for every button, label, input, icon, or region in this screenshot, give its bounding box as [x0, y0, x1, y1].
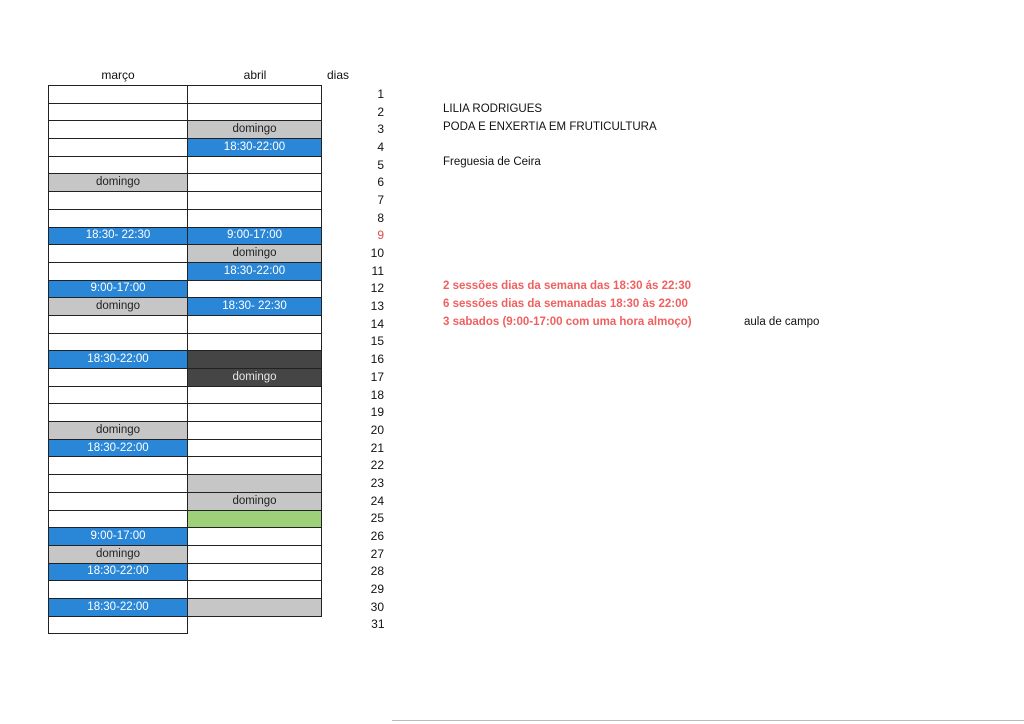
schedule-row — [49, 439, 385, 457]
marco-cell — [49, 581, 188, 599]
abril-cell — [188, 598, 322, 616]
marco-cell — [49, 475, 188, 493]
day-number: 21 — [370, 440, 384, 455]
day-number: 19 — [370, 405, 384, 420]
marco-cell — [49, 156, 188, 174]
abril-cell — [188, 386, 322, 404]
abril-cell — [188, 422, 322, 440]
schedule-row — [49, 121, 385, 139]
abril-cell — [188, 528, 322, 546]
day-number: 4 — [377, 139, 384, 154]
marco-cell — [49, 492, 188, 510]
marco-cell — [49, 510, 188, 528]
abril-cell: domingo — [188, 492, 322, 510]
abril-cell: 18:30- 22:30 — [188, 298, 322, 316]
day-number: 25 — [370, 511, 384, 526]
bottom-rule — [392, 720, 1024, 721]
marco-cell — [49, 369, 188, 387]
schedule-row — [49, 563, 385, 581]
day-number: 22 — [370, 458, 384, 473]
schedule-row — [49, 510, 385, 528]
marco-cell — [49, 457, 188, 475]
marco-cell — [49, 192, 188, 210]
schedule-row — [49, 245, 385, 263]
abril-cell — [188, 475, 322, 493]
schedule-table — [48, 85, 385, 634]
abril-cell — [188, 86, 322, 104]
marco-cell: domingo — [49, 422, 188, 440]
day-number: 24 — [370, 493, 384, 508]
day-number: 23 — [370, 475, 384, 490]
day-number: 1 — [377, 86, 384, 101]
abril-cell: domingo — [188, 121, 322, 139]
schedule-row — [49, 103, 385, 121]
day-number: 11 — [371, 263, 384, 278]
marco-cell — [49, 139, 188, 157]
day-number: 12 — [370, 281, 384, 296]
abril-cell — [188, 616, 322, 634]
day-number: 5 — [377, 157, 384, 172]
marco-cell — [49, 245, 188, 263]
marco-cell — [49, 404, 188, 422]
abril-cell — [188, 315, 322, 333]
marco-cell: 18:30- 22:30 — [49, 227, 188, 245]
day-number: 14 — [370, 316, 384, 331]
course-title: PODA E ENXERTIA EM FRUTICULTURA — [443, 121, 657, 133]
schedule-row — [49, 422, 385, 440]
abril-cell — [188, 280, 322, 298]
note-weekday-sessions-2200: 6 sessões dias da semanadas 18:30 às 22:00 — [443, 298, 688, 310]
schedule-row — [49, 404, 385, 422]
day-number: 10 — [370, 246, 384, 261]
abril-cell — [188, 545, 322, 563]
marco-cell: 18:30-22:00 — [49, 598, 188, 616]
marco-cell — [49, 121, 188, 139]
abril-cell — [188, 563, 322, 581]
day-number: 15 — [370, 334, 384, 349]
header-abril: abril — [243, 68, 267, 82]
header-dias: dias — [326, 68, 349, 82]
marco-cell: 18:30-22:00 — [49, 439, 188, 457]
schedule-row — [49, 227, 385, 245]
schedule-row — [49, 369, 385, 387]
abril-cell — [188, 156, 322, 174]
day-number: 27 — [370, 546, 384, 561]
marco-cell: domingo — [49, 174, 188, 192]
abril-cell — [188, 510, 322, 528]
marco-cell: domingo — [49, 545, 188, 563]
schedule-row — [49, 298, 385, 316]
abril-cell — [188, 209, 322, 227]
marco-cell: 18:30-22:00 — [49, 563, 188, 581]
marco-cell — [49, 616, 188, 634]
day-number: 31 — [371, 617, 385, 632]
day-number: 3 — [377, 122, 384, 137]
abril-cell — [188, 457, 322, 475]
abril-cell — [188, 404, 322, 422]
abril-cell — [188, 351, 322, 369]
day-number: 20 — [370, 422, 384, 437]
marco-cell — [49, 209, 188, 227]
day-number: 28 — [370, 564, 384, 579]
marco-cell — [49, 103, 188, 121]
marco-cell: domingo — [49, 298, 188, 316]
day-number: 26 — [370, 529, 384, 544]
day-number: 17 — [370, 369, 384, 384]
day-number: 18 — [370, 387, 384, 402]
marco-cell — [49, 86, 188, 104]
schedule-row — [49, 280, 385, 298]
schedule-row — [49, 139, 385, 157]
abril-cell — [188, 174, 322, 192]
header-marco: março — [101, 68, 135, 82]
abril-cell — [188, 192, 322, 210]
abril-cell — [188, 581, 322, 599]
schedule-row — [49, 598, 385, 616]
schedule-row — [49, 351, 385, 369]
day-number: 2 — [377, 104, 384, 119]
schedule-row — [49, 333, 385, 351]
instructor-name: LILIA RODRIGUES — [443, 103, 543, 115]
day-number: 16 — [370, 352, 384, 367]
abril-cell: domingo — [188, 369, 322, 387]
abril-cell: 18:30-22:00 — [188, 262, 322, 280]
marco-cell: 9:00-17:00 — [49, 528, 188, 546]
day-number: 13 — [370, 299, 384, 314]
marco-cell: 18:30-22:00 — [49, 351, 188, 369]
schedule-row — [49, 209, 385, 227]
marco-cell: 9:00-17:00 — [49, 280, 188, 298]
abril-cell: 9:00-17:00 — [188, 227, 322, 245]
abril-cell — [188, 439, 322, 457]
abril-cell — [188, 103, 322, 121]
schedule-row — [49, 315, 385, 333]
abril-cell: domingo — [188, 245, 322, 263]
schedule-row — [49, 475, 385, 493]
marco-cell — [49, 386, 188, 404]
abril-cell — [188, 333, 322, 351]
schedule-row — [49, 492, 385, 510]
schedule-row — [49, 528, 385, 546]
marco-cell — [49, 315, 188, 333]
schedule-row — [49, 386, 385, 404]
schedule-body — [49, 86, 385, 634]
day-number: 7 — [377, 192, 384, 207]
day-number: 9 — [377, 228, 384, 243]
day-number: 6 — [377, 175, 384, 190]
location: Freguesia de Ceira — [443, 156, 541, 168]
schedule-row — [49, 86, 385, 104]
abril-cell: 18:30-22:00 — [188, 139, 322, 157]
day-number: 8 — [377, 210, 384, 225]
schedule-row — [49, 581, 385, 599]
marco-cell — [49, 262, 188, 280]
schedule-row — [49, 457, 385, 475]
marco-cell — [49, 333, 188, 351]
schedule-row — [49, 174, 385, 192]
schedule-row — [49, 192, 385, 210]
schedule-row — [49, 616, 385, 634]
schedule-row — [49, 156, 385, 174]
schedule-row — [49, 545, 385, 563]
field-class-label: aula de campo — [744, 316, 820, 328]
note-saturdays: 3 sabados (9:00-17:00 com uma hora almoço) — [443, 316, 692, 328]
schedule-row — [49, 262, 385, 280]
day-number: 29 — [370, 582, 384, 597]
note-weekday-sessions-2230: 2 sessões dias da semana das 18:30 ás 22:30 — [443, 280, 692, 292]
day-number: 30 — [370, 599, 384, 614]
